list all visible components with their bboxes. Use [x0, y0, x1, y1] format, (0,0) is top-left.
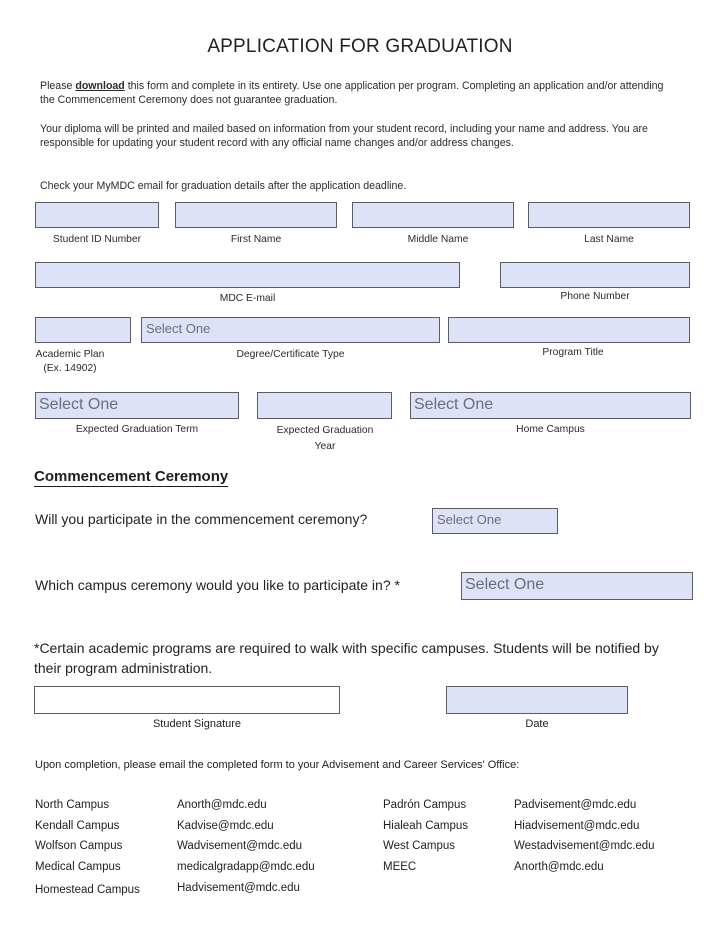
graduation-year-input[interactable] [257, 392, 392, 419]
campus-name: North Campus [35, 799, 110, 811]
student-id-label: Student ID Number [52, 234, 142, 245]
campus-email[interactable]: Wadvisement@mdc.edu [177, 840, 303, 852]
first-name-label: First Name [230, 234, 282, 245]
campus-email[interactable]: Anorth@mdc.edu [514, 860, 604, 873]
left-campus-list [35, 795, 140, 901]
campus-note: *Certain academic programs are required to walk with specific campuses. Students will be notified by their program administration. [34, 640, 659, 676]
campus-name: Medical Campus [35, 860, 121, 873]
first-name-input[interactable] [175, 202, 337, 228]
degree-type-select[interactable]: Select One [141, 317, 440, 343]
phone-number-input[interactable] [500, 262, 690, 288]
academic-plan-label-line2: (Ex. 14902) [43, 363, 97, 374]
mdc-email-input[interactable] [35, 262, 460, 288]
student-id-input[interactable] [35, 202, 159, 228]
page-title: APPLICATION FOR GRADUATION [207, 36, 513, 57]
academic-plan-label-line1: Academic Plan [35, 349, 105, 360]
participate-question: Will you participate in the commencement ceremony? [35, 511, 368, 527]
student-signature-field[interactable] [34, 686, 340, 714]
last-name-input[interactable] [528, 202, 690, 228]
graduation-year-label [250, 423, 400, 455]
middle-name-label: Middle Name [407, 234, 469, 245]
completion-instructions: Upon completion, please email the completed form to your Advisement and Career Services' Office: [35, 759, 520, 771]
graduation-term-select[interactable]: Select One [35, 392, 239, 419]
campus-name: Wolfson Campus [35, 840, 123, 852]
graduation-term-label: Expected Graduation Term [75, 424, 199, 435]
date-input[interactable] [446, 686, 628, 714]
student-signature-label: Student Signature [152, 718, 242, 730]
academic-plan-input[interactable] [35, 317, 131, 343]
graduation-year-label-line1: Expected Graduation [276, 425, 374, 436]
academic-plan-label [35, 348, 105, 376]
intro-paragraph-1 [40, 79, 680, 107]
date-label: Date [525, 718, 549, 730]
campus-ceremony-select[interactable]: Select One [461, 572, 693, 600]
graduation-year-label-line2: Year [314, 441, 336, 452]
program-title-input[interactable] [448, 317, 690, 343]
mdc-email-label: MDC E-mail [219, 293, 276, 304]
campus-email[interactable]: medicalgradapp@mdc.edu [177, 860, 315, 873]
campus-email[interactable]: Hadvisement@mdc.edu [177, 882, 300, 894]
last-name-label: Last Name [584, 234, 634, 245]
intro-paragraph-2: Your diploma will be printed and mailed based on information from your student record, including your name and address. You are responsible for updating your student record with any official name changes and/or address changes. [40, 123, 648, 149]
intro-paragraph-3: Check your MyMDC email for graduation details after the application deadline. [40, 180, 407, 192]
participate-select[interactable]: Select One [432, 508, 558, 534]
campus-name: Hialeah Campus [383, 819, 469, 832]
middle-name-input[interactable] [352, 202, 514, 228]
campus-name: Homestead Campus [35, 884, 140, 896]
phone-number-label: Phone Number [560, 291, 630, 302]
campus-ceremony-question: Which campus ceremony would you like to participate in? * [35, 577, 400, 593]
campus-name: West Campus [383, 840, 456, 852]
program-title-label: Program Title [542, 347, 604, 358]
campus-email[interactable]: Hiadvisement@mdc.edu [514, 819, 640, 832]
campus-email[interactable]: Anorth@mdc.edu [177, 799, 267, 811]
download-link[interactable]: download [75, 80, 125, 92]
home-campus-label: Home Campus [516, 424, 585, 435]
home-campus-select[interactable]: Select One [410, 392, 691, 419]
left-email-list [177, 795, 315, 899]
campus-email[interactable]: Kadvise@mdc.edu [177, 819, 274, 832]
right-campus-list [383, 795, 468, 877]
campus-name: MEEC [383, 860, 417, 873]
campus-name: Padrón Campus [383, 799, 467, 811]
commencement-heading: Commencement Ceremony [34, 468, 229, 485]
campus-email[interactable]: Padvisement@mdc.edu [514, 799, 637, 811]
right-email-list [514, 795, 655, 877]
intro-text: this form and complete in its entirety. Use one application per program. Completing an application and/or attending the Commencement Ceremony does not guarantee graduation. [40, 80, 664, 106]
degree-type-label: Degree/Certificate Type [236, 349, 345, 360]
intro-text: Please [40, 80, 76, 92]
campus-email[interactable]: Westadvisement@mdc.edu [514, 840, 655, 852]
campus-name: Kendall Campus [35, 819, 120, 832]
